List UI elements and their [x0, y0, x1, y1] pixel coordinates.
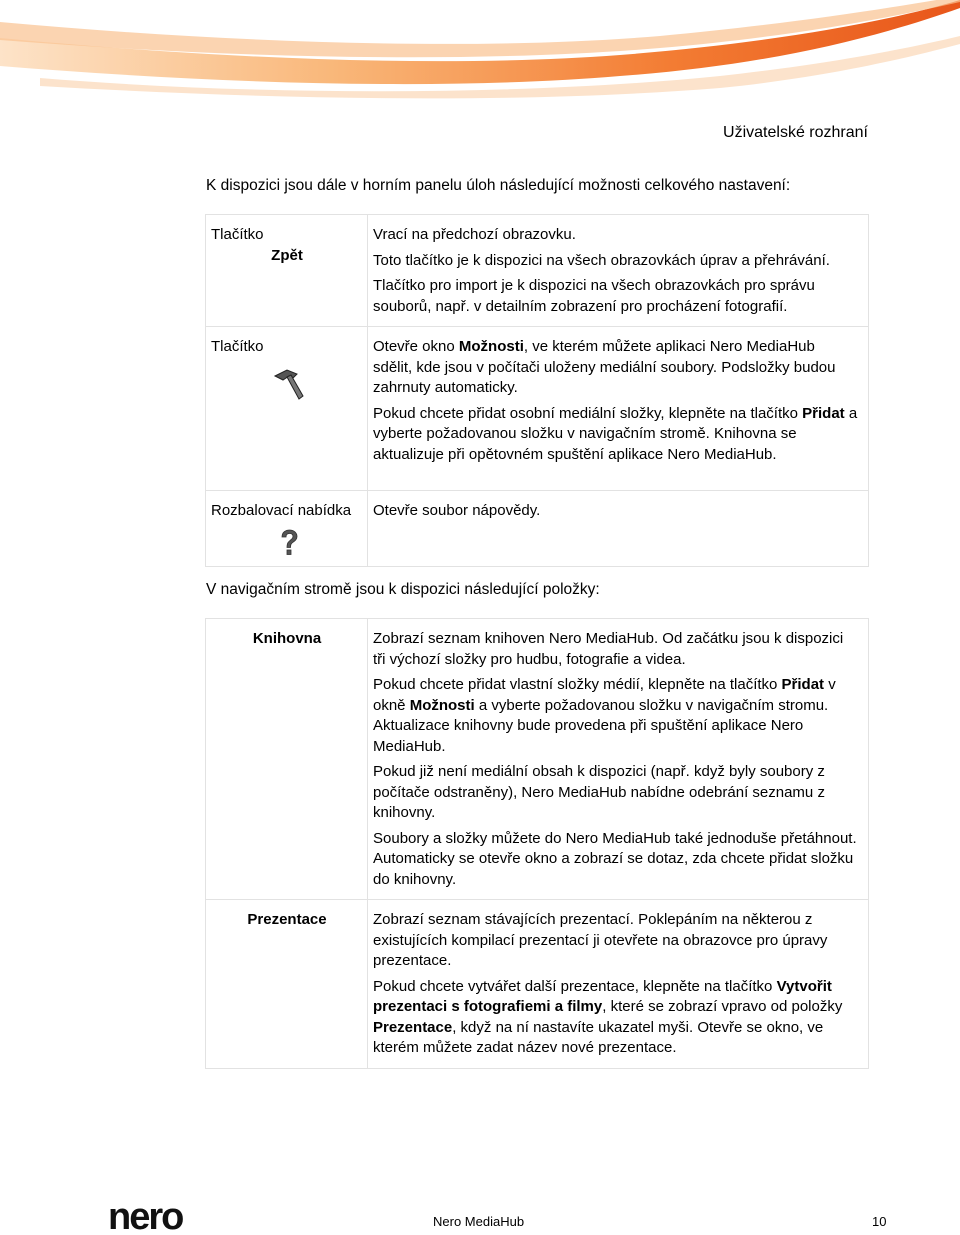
nero-logo [108, 1199, 213, 1235]
nav-label-cell [206, 619, 368, 900]
option-label: Tlačítko [211, 226, 264, 243]
text-run: Toto tlačítko je k dispozici na všech obrazovkách úprav a přehrávání. [373, 251, 830, 269]
table-row [206, 900, 869, 1069]
table-row [206, 491, 869, 567]
bold-term: Vytvořit prezentaci s fotografiemi a filmy [373, 977, 832, 1015]
text-run: a vyberte požadovanou složku v navigačním stromě. Knihovna se aktualizuje při opětovném spuštění aplikace Nero MediaHub. [373, 404, 858, 463]
text-run: Otevře soubor nápovědy. [373, 502, 541, 519]
description-paragraph [373, 675, 858, 757]
option-description [368, 215, 869, 327]
bold-term: Přidat [781, 676, 825, 693]
description-paragraph [373, 629, 858, 670]
hammer-icon [271, 366, 307, 402]
bold-term: Možnosti [409, 696, 475, 714]
options-table [205, 214, 869, 567]
description-paragraph [373, 337, 858, 399]
text-run: Soubory a složky můžete do Nero MediaHub také jednoduše přetáhnout. Automaticky se otevře okno a zobrazí se dotaz, zda chcete přidat složku do knihovny. [373, 829, 857, 888]
text-run: Tlačítko pro import je k dispozici na všech obrazovkách pro správu souborů, např. v detailním zobrazení pro procházení fotografií. [373, 277, 815, 315]
text-run: , když na ní nastavíte ukazatel myši. Otevře se okno, ve kterém můžete zadat název nové prezentace. [373, 1018, 824, 1056]
text-run: Vrací na předchozí obrazovku. [373, 226, 576, 243]
text-run: v okně [373, 676, 836, 714]
description-paragraph [373, 829, 858, 891]
option-label: Rozbalovací nabídka [211, 502, 352, 519]
option-label-cell [206, 491, 368, 567]
intro-navigation-text: V navigačním stromě jsou k dispozici následující položky: [206, 581, 600, 598]
logo-text: nero [108, 1199, 183, 1235]
table-row [206, 327, 869, 491]
description-paragraph [373, 225, 858, 246]
intro-settings-text: K dispozici jsou dále v horním panelu úloh následující možnosti celkového nastavení: [206, 177, 791, 194]
text-run: Pokud chcete přidat osobní mediální složky, klepněte na tlačítko [373, 404, 803, 422]
bold-term: Možnosti [458, 338, 524, 355]
nav-description [368, 619, 869, 900]
text-run: Pokud chcete vytvářet další prezentace, klepněte na tlačítko [373, 977, 777, 995]
option-label: Tlačítko [211, 338, 264, 355]
navigation-table [205, 618, 869, 1069]
option-label-cell [206, 215, 368, 327]
orange-swoosh-decoration [0, 0, 960, 100]
bold-term: Přidat [802, 404, 845, 422]
description-paragraph [373, 762, 858, 824]
text-run: Pokud již není mediální obsah k dispozici (např. když byly soubory z počítače odstraněny), Nero MediaHub nabídne odebrání seznamu z knihovny. [373, 763, 825, 821]
description-paragraph [373, 910, 858, 972]
footer-product-name: Nero MediaHub [433, 1214, 525, 1229]
text-run: , které se zobrazí vpravo od položky [602, 998, 843, 1015]
option-label-cell [206, 327, 368, 491]
description-paragraph [373, 977, 858, 1059]
bold-term: Prezentace [373, 1018, 453, 1036]
text-run: Zobrazí seznam stávajících prezentací. Poklepáním na některou z existujících kompilací prezentací ji otevřete na obrazovce pro úpravy prezentace. [373, 911, 828, 969]
table-row [206, 619, 869, 900]
nav-item-label: Knihovna [252, 630, 322, 647]
text-run: Pokud chcete přidat vlastní složky médií, klepněte na tlačítko [373, 676, 782, 693]
text-run: , ve kterém můžete aplikaci Nero MediaHub sdělit, kde jsou v počítači uloženy mediální soubory. Podsložky budou zahrnuty automaticky. [373, 338, 836, 396]
text-run: Otevře okno [373, 338, 459, 355]
nav-description [368, 900, 869, 1069]
nav-item-label: Prezentace [247, 911, 327, 928]
help-question-icon [277, 528, 301, 558]
option-description [368, 327, 869, 491]
description-paragraph [373, 501, 858, 522]
table-row [206, 215, 869, 327]
option-description [368, 491, 869, 567]
description-paragraph [373, 276, 858, 317]
nav-label-cell [206, 900, 368, 1069]
description-paragraph [373, 404, 858, 466]
page-number: 10 [872, 1214, 887, 1229]
text-run: Zobrazí seznam knihoven Nero MediaHub. Od začátku jsou k dispozici tři výchozí složky pro hudbu, fotografie a videa. [373, 630, 844, 668]
section-title: Uživatelské rozhraní [723, 124, 868, 141]
description-paragraph [373, 251, 858, 272]
text-run: a vyberte požadovanou složku v navigačním stromu. Aktualizace knihovny bude provedena při spuštění aplikace Nero MediaHub. [373, 696, 829, 755]
option-label-bold: Zpět [271, 246, 303, 264]
